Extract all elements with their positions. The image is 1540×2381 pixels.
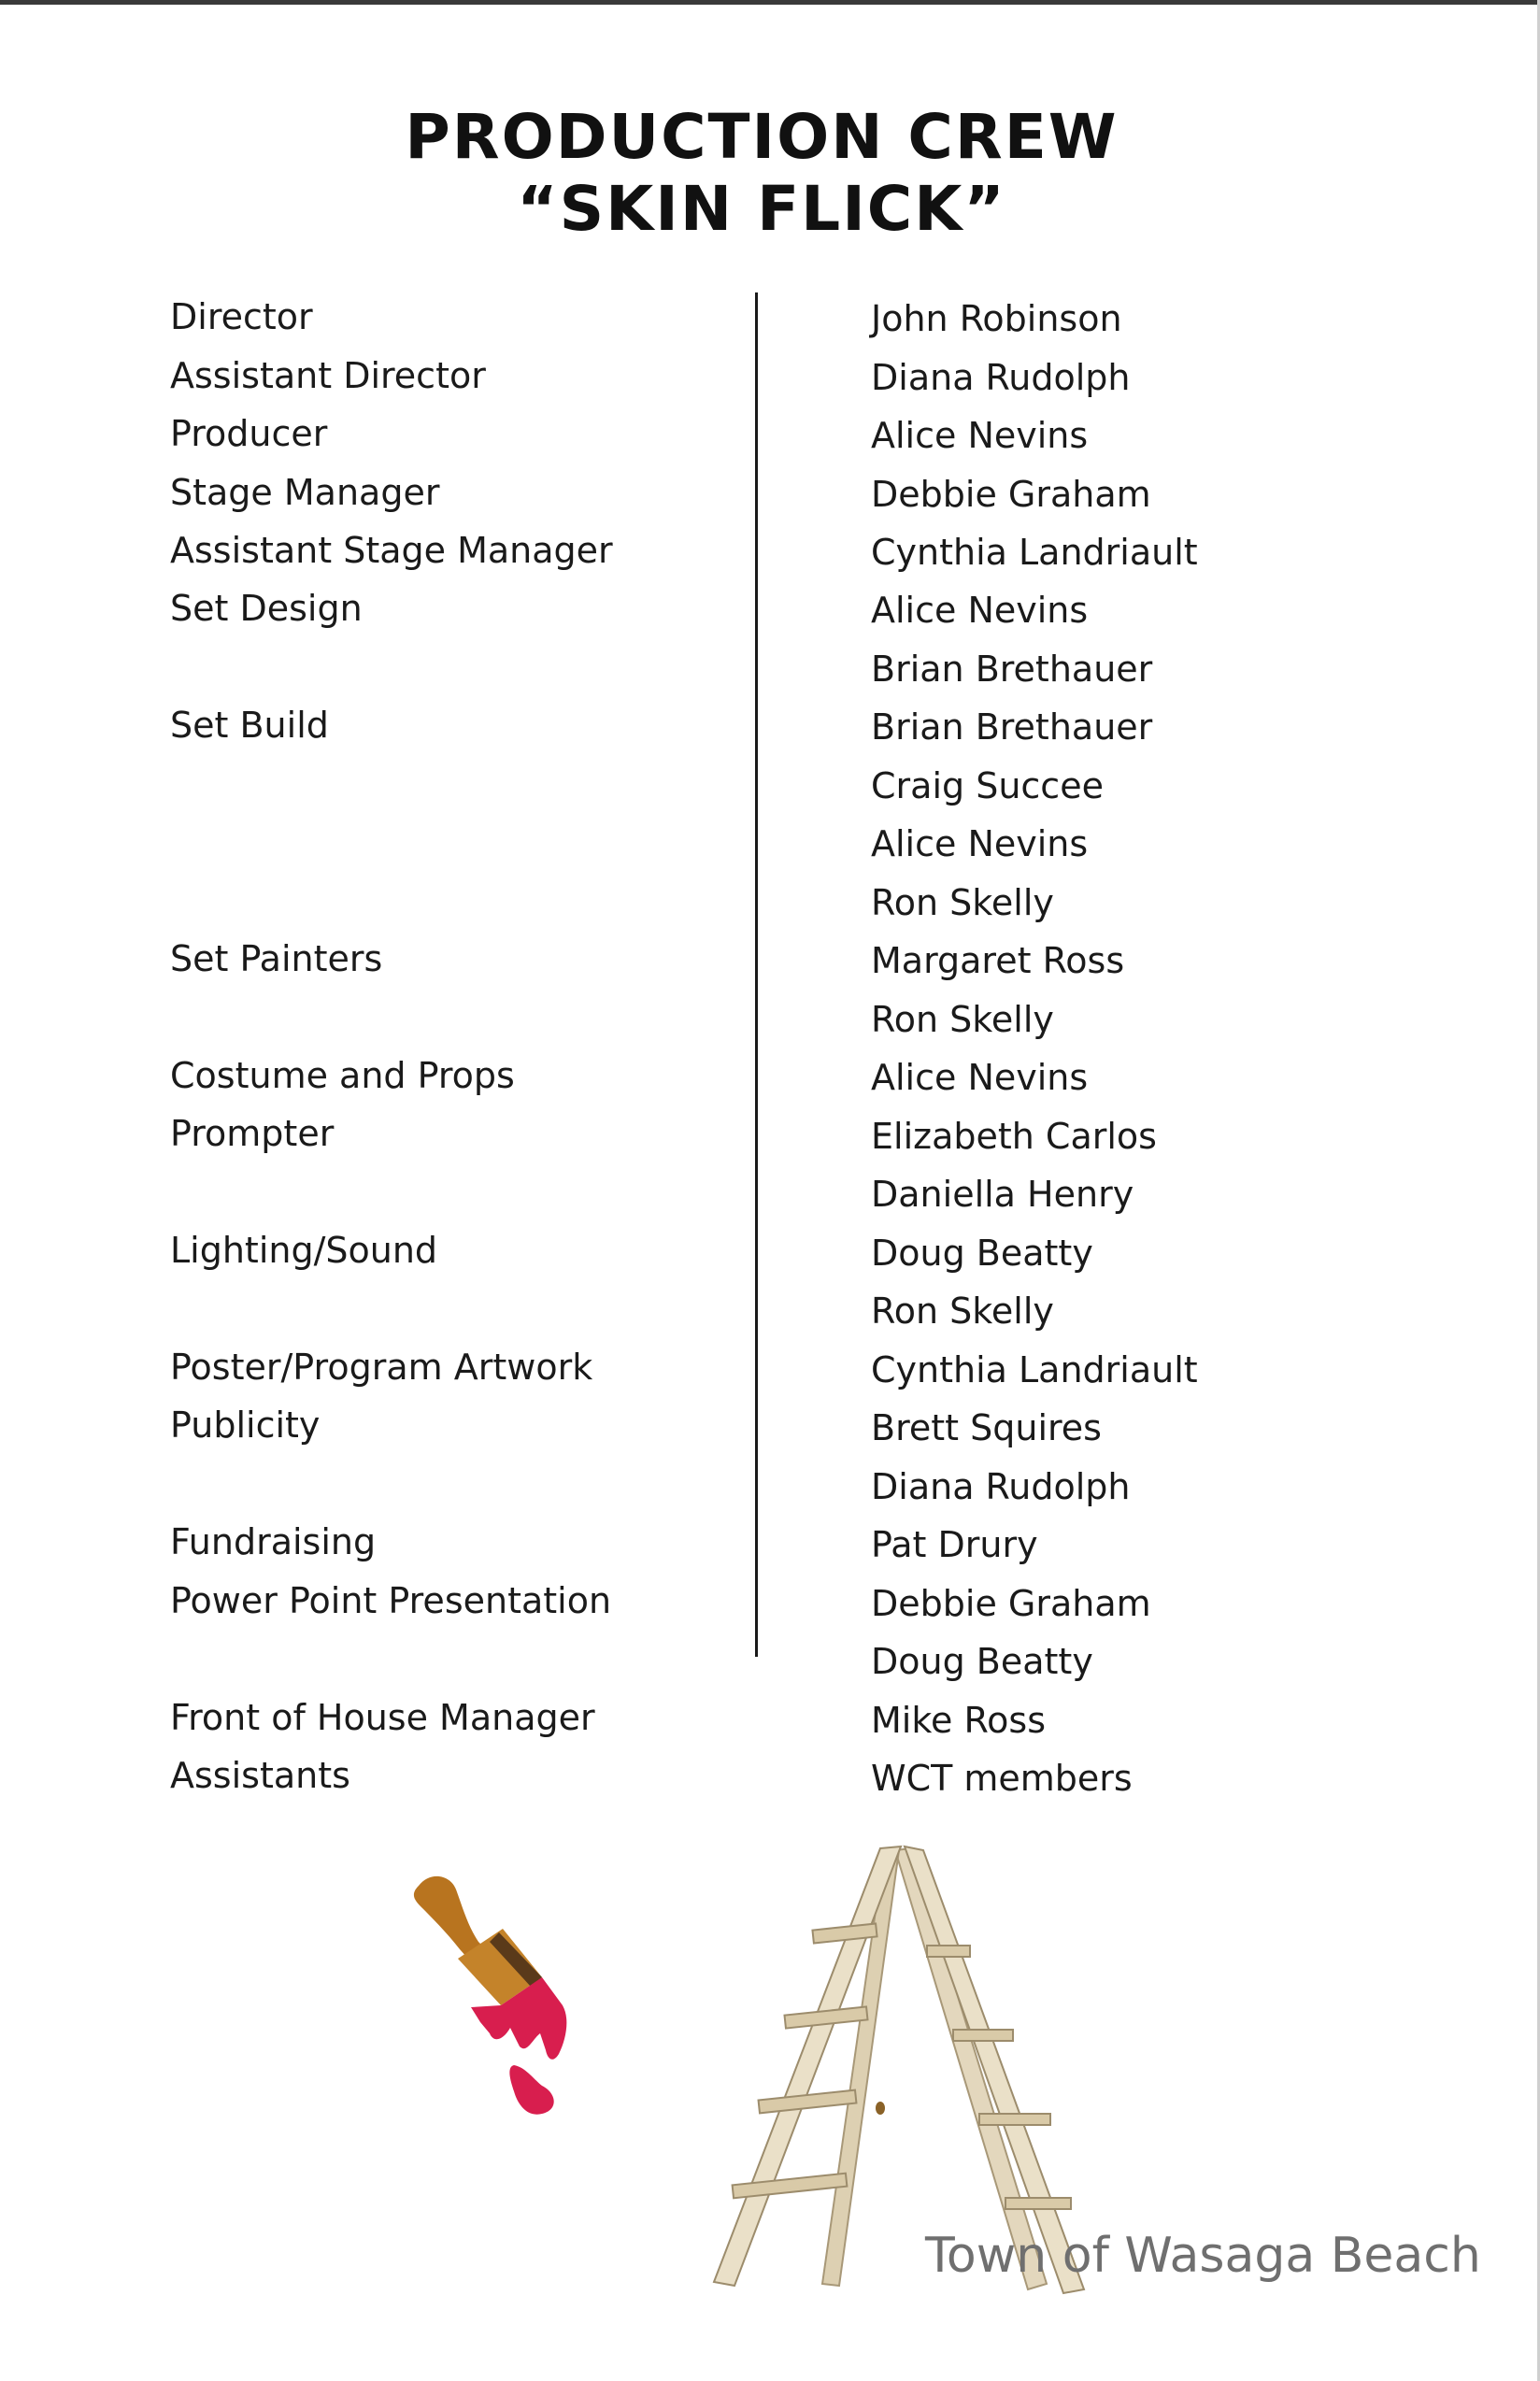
crew-name: Margaret Ross xyxy=(871,940,1125,981)
crew-name: Brian Brethauer xyxy=(871,706,1153,748)
crew-name: Alice Nevins xyxy=(871,1057,1089,1098)
role-label: Director xyxy=(170,296,313,337)
role-label: Set Build xyxy=(170,705,329,746)
role-label: Set Painters xyxy=(170,938,383,979)
role-label: Set Design xyxy=(170,588,363,629)
column-divider xyxy=(755,292,758,1657)
role-label: Publicity xyxy=(170,1404,321,1446)
crew-name: Elizabeth Carlos xyxy=(871,1116,1157,1157)
page-title: PRODUCTION CREW xyxy=(405,101,1119,173)
crew-name: Pat Drury xyxy=(871,1524,1038,1565)
crew-name: Cynthia Landriault xyxy=(871,532,1198,573)
crew-name: Diana Rudolph xyxy=(871,357,1131,398)
crew-name: Brian Brethauer xyxy=(871,649,1153,690)
role-label: Stage Manager xyxy=(170,472,440,513)
crew-name: Mike Ross xyxy=(871,1700,1046,1741)
crew-name: John Robinson xyxy=(871,298,1122,339)
crew-name: Debbie Graham xyxy=(871,1583,1151,1624)
crew-name: Debbie Graham xyxy=(871,474,1151,515)
crew-name: WCT members xyxy=(871,1758,1133,1799)
scan-top-edge xyxy=(0,0,1540,5)
role-label: Assistant Stage Manager xyxy=(170,530,613,571)
role-label: Costume and Props xyxy=(170,1055,515,1096)
role-label: Producer xyxy=(170,413,328,454)
role-label: Front of House Manager xyxy=(170,1697,595,1738)
paint-brush-icon xyxy=(402,1869,626,2149)
role-label: Assistant Director xyxy=(170,355,486,396)
crew-name: Alice Nevins xyxy=(871,590,1089,631)
role-label: Assistants xyxy=(170,1755,350,1796)
role-label: Lighting/Sound xyxy=(170,1230,438,1271)
watermark-text: Town of Wasaga Beach xyxy=(925,2228,1481,2284)
role-label: Prompter xyxy=(170,1113,335,1154)
crew-name: Ron Skelly xyxy=(871,1290,1054,1332)
crew-name: Cynthia Landriault xyxy=(871,1349,1198,1390)
crew-name: Alice Nevins xyxy=(871,823,1089,864)
crew-name: Doug Beatty xyxy=(871,1641,1093,1682)
crew-name: Ron Skelly xyxy=(871,999,1054,1040)
crew-name: Alice Nevins xyxy=(871,415,1089,456)
role-label: Poster/Program Artwork xyxy=(170,1347,593,1388)
crew-name: Ron Skelly xyxy=(871,882,1054,923)
crew-name: Daniella Henry xyxy=(871,1174,1134,1215)
crew-name: Diana Rudolph xyxy=(871,1466,1131,1507)
role-label: Fundraising xyxy=(170,1521,377,1562)
crew-name: Craig Succee xyxy=(871,765,1104,806)
crew-name: Brett Squires xyxy=(871,1407,1102,1448)
role-label: Power Point Presentation xyxy=(170,1580,612,1621)
crew-name: Doug Beatty xyxy=(871,1233,1093,1274)
show-title: “SKIN FLICK” xyxy=(517,173,1006,245)
